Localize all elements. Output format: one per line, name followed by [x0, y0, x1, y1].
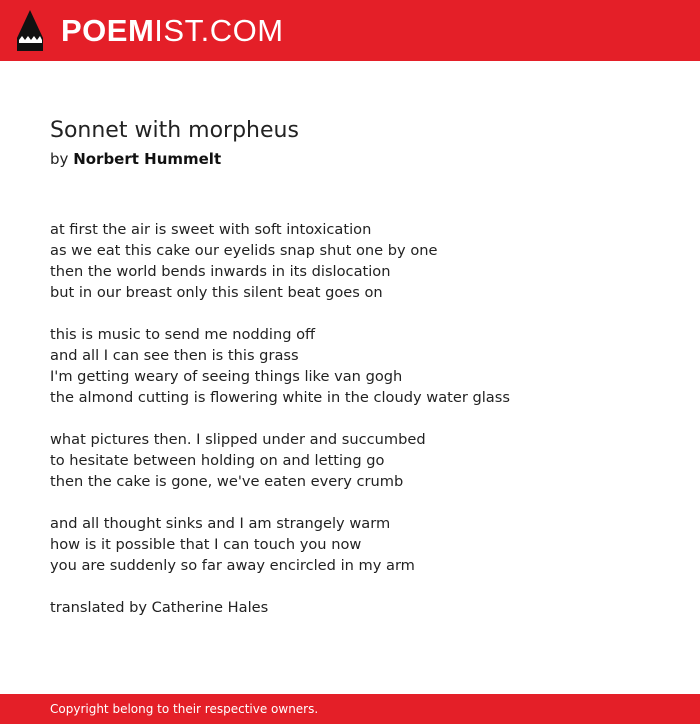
stanza	[50, 324, 670, 408]
site-footer	[0, 694, 700, 724]
by-label: by	[50, 150, 69, 168]
poem-line: and all thought sinks and I am strangely warm	[50, 515, 391, 532]
poem-line: what pictures then. I slipped under and succumbed	[50, 431, 426, 448]
poem-title: Sonnet with morpheus	[50, 118, 299, 143]
copyright-text: Copyright belong to their respective owners.	[50, 702, 319, 716]
site-logo-link[interactable]	[61, 13, 284, 49]
stanza	[50, 429, 670, 492]
poem-line: the almond cutting is flowering white in the cloudy water glass	[50, 389, 510, 406]
poem-line: but in our breast only this silent beat goes on	[50, 284, 383, 301]
poem-line: to hesitate between holding on and letting go	[50, 452, 385, 469]
poem-body	[50, 219, 670, 618]
poem-line: at first the air is sweet with soft intoxication	[50, 221, 372, 238]
poem-line: you are suddenly so far away encircled in my arm	[50, 557, 415, 574]
poem-line: then the world bends inwards in its dislocation	[50, 263, 391, 280]
poem-line: I'm getting weary of seeing things like van gogh	[50, 368, 403, 385]
translator-credit: translated by Catherine Hales	[50, 599, 269, 616]
poem-line: as we eat this cake our eyelids snap shut one by one	[50, 242, 438, 259]
poem-line: then the cake is gone, we've eaten every crumb	[50, 473, 404, 490]
stanza	[50, 219, 670, 303]
author-name: Norbert Hummelt	[73, 150, 222, 168]
brand-light-text: IST.COM	[154, 13, 284, 48]
brand-bold-text: POEM	[61, 13, 155, 48]
poem-line: how is it possible that I can touch you now	[50, 536, 362, 553]
pencil-icon[interactable]	[17, 10, 43, 51]
poem-line: and all I can see then is this grass	[50, 347, 299, 364]
site-header	[0, 0, 700, 61]
poem-line: this is music to send me nodding off	[50, 326, 316, 343]
poem-byline	[50, 149, 221, 169]
stanza	[50, 513, 670, 576]
